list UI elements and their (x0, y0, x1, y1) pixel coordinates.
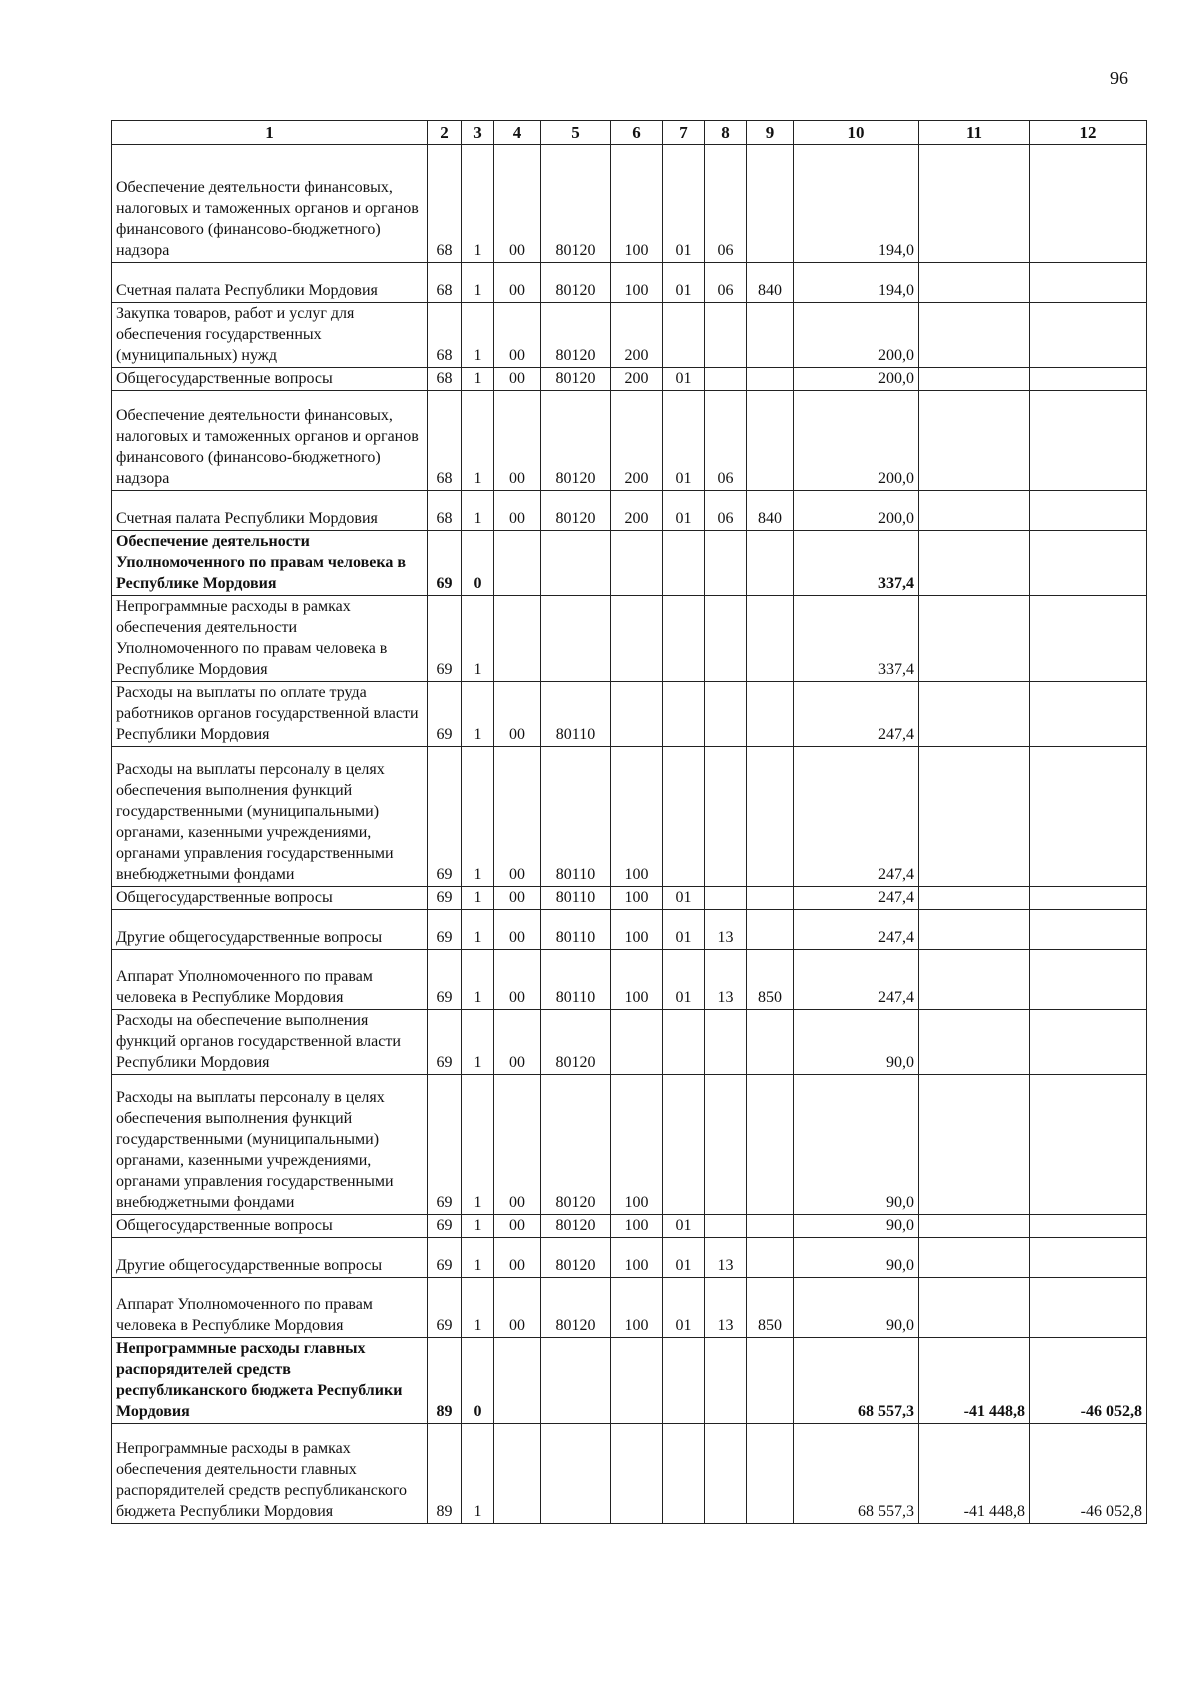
row-value-cell: 69 (428, 596, 462, 682)
row-value-cell: 06 (705, 391, 747, 491)
row-value-cell: 1 (462, 145, 494, 263)
row-value-cell: 1 (462, 368, 494, 391)
row-value-cell (663, 1010, 705, 1075)
row-value-cell: 1 (462, 1215, 494, 1238)
row-value-cell: -41 448,8 (919, 1424, 1030, 1524)
row-value-cell: 1 (462, 263, 494, 303)
row-value-cell: 840 (747, 263, 794, 303)
row-value-cell: 80120 (541, 263, 611, 303)
row-value-cell: 1 (462, 596, 494, 682)
table-row (112, 368, 1147, 391)
row-value-cell (663, 1075, 705, 1215)
row-value-cell (541, 596, 611, 682)
row-value-cell (747, 391, 794, 491)
row-value-cell: 200 (611, 391, 663, 491)
row-value-cell: 80110 (541, 682, 611, 747)
row-value-cell: 1 (462, 950, 494, 1010)
row-value-cell: 1 (462, 1010, 494, 1075)
row-name-cell: Другие общегосударственные вопросы (112, 910, 428, 950)
row-value-cell: 80120 (541, 1278, 611, 1338)
row-value-cell: 00 (494, 1075, 541, 1215)
row-value-cell: 01 (663, 1278, 705, 1338)
table-row (112, 1238, 1147, 1278)
row-value-cell: 80110 (541, 887, 611, 910)
row-value-cell (1030, 1010, 1147, 1075)
row-name-cell: Непрограммные расходы главных распорядителей средств республиканского бюджета Республики Мордовия (112, 1338, 428, 1424)
row-value-cell: 68 (428, 391, 462, 491)
budget-table (111, 120, 1147, 1524)
row-name-cell: Расходы на выплаты персоналу в целях обеспечения выполнения функций государственными (муниципальными) органами, казенными учреждениями, органами управления государственными внебюджетными фондами (112, 1075, 428, 1215)
row-value-cell: 06 (705, 491, 747, 531)
table-row (112, 1278, 1147, 1338)
column-header: 12 (1030, 121, 1147, 145)
row-value-cell (747, 747, 794, 887)
row-name-cell: Обеспечение деятельности финансовых, налоговых и таможенных органов и органов финансового (финансово-бюджетного) надзора (112, 391, 428, 491)
row-value-cell (705, 747, 747, 887)
row-value-cell (919, 1075, 1030, 1215)
row-value-cell: 1 (462, 747, 494, 887)
column-header: 9 (747, 121, 794, 145)
row-value-cell (747, 1338, 794, 1424)
row-value-cell (1030, 1238, 1147, 1278)
row-value-cell: 0 (462, 531, 494, 596)
column-header: 7 (663, 121, 705, 145)
table-row (112, 910, 1147, 950)
row-value-cell: 337,4 (794, 596, 919, 682)
row-value-cell: 850 (747, 950, 794, 1010)
row-value-cell: -41 448,8 (919, 1338, 1030, 1424)
row-value-cell (1030, 950, 1147, 1010)
row-value-cell: 68 (428, 491, 462, 531)
row-name-cell: Непрограммные расходы в рамках обеспечения деятельности главных распорядителей средств республиканского бюджета Республики Мордовия (112, 1424, 428, 1524)
row-value-cell (663, 531, 705, 596)
row-value-cell: 200,0 (794, 391, 919, 491)
row-name-cell: Общегосударственные вопросы (112, 1215, 428, 1238)
row-name-cell: Общегосударственные вопросы (112, 368, 428, 391)
row-value-cell: 69 (428, 747, 462, 887)
row-value-cell: 00 (494, 1010, 541, 1075)
row-value-cell: 90,0 (794, 1215, 919, 1238)
row-value-cell: 80120 (541, 1010, 611, 1075)
row-value-cell: 247,4 (794, 682, 919, 747)
table-row (112, 1215, 1147, 1238)
table-row (112, 145, 1147, 263)
row-value-cell (919, 263, 1030, 303)
row-value-cell: 1 (462, 491, 494, 531)
row-value-cell (705, 368, 747, 391)
row-value-cell: 00 (494, 263, 541, 303)
row-value-cell (705, 1215, 747, 1238)
row-value-cell: 247,4 (794, 950, 919, 1010)
row-value-cell (541, 531, 611, 596)
table-row (112, 491, 1147, 531)
row-value-cell (747, 1075, 794, 1215)
column-header: 5 (541, 121, 611, 145)
row-value-cell: 80110 (541, 747, 611, 887)
row-value-cell (919, 1238, 1030, 1278)
row-value-cell (494, 531, 541, 596)
row-value-cell: 80120 (541, 1215, 611, 1238)
row-value-cell: 840 (747, 491, 794, 531)
row-value-cell: 69 (428, 887, 462, 910)
row-value-cell (1030, 1075, 1147, 1215)
column-header: 10 (794, 121, 919, 145)
row-value-cell: 0 (462, 1338, 494, 1424)
table-row (112, 887, 1147, 910)
row-value-cell: 80120 (541, 303, 611, 368)
row-value-cell: 13 (705, 950, 747, 1010)
row-value-cell: 194,0 (794, 263, 919, 303)
row-value-cell: 00 (494, 1238, 541, 1278)
table-row (112, 391, 1147, 491)
row-value-cell: 1 (462, 391, 494, 491)
row-name-cell: Аппарат Уполномоченного по правам человека в Республике Мордовия (112, 950, 428, 1010)
row-value-cell: 200 (611, 368, 663, 391)
row-name-cell: Счетная палата Республики Мордовия (112, 491, 428, 531)
row-value-cell (1030, 682, 1147, 747)
row-value-cell (1030, 887, 1147, 910)
row-value-cell (747, 596, 794, 682)
row-value-cell: 100 (611, 145, 663, 263)
row-value-cell: 01 (663, 368, 705, 391)
column-header: 8 (705, 121, 747, 145)
row-value-cell (919, 145, 1030, 263)
row-value-cell (1030, 1278, 1147, 1338)
row-value-cell (747, 303, 794, 368)
row-value-cell (1030, 910, 1147, 950)
row-value-cell (919, 303, 1030, 368)
row-value-cell: 01 (663, 263, 705, 303)
table-row (112, 1075, 1147, 1215)
row-value-cell (705, 303, 747, 368)
row-value-cell: 68 (428, 303, 462, 368)
row-name-cell: Закупка товаров, работ и услуг для обеспечения государственных (муниципальных) нужд (112, 303, 428, 368)
row-value-cell: 00 (494, 145, 541, 263)
row-name-cell: Расходы на выплаты по оплате труда работников органов государственной власти Республики Мордовия (112, 682, 428, 747)
row-value-cell: 1 (462, 1424, 494, 1524)
table-row (112, 1338, 1147, 1424)
row-value-cell: 13 (705, 1278, 747, 1338)
row-value-cell (1030, 303, 1147, 368)
row-name-cell: Непрограммные расходы в рамках обеспечения деятельности Уполномоченного по правам человека в Республике Мордовия (112, 596, 428, 682)
row-value-cell (1030, 1215, 1147, 1238)
row-value-cell: 89 (428, 1424, 462, 1524)
row-value-cell: 100 (611, 887, 663, 910)
row-value-cell: 68 (428, 368, 462, 391)
row-value-cell (705, 1010, 747, 1075)
row-value-cell (747, 145, 794, 263)
table-row (112, 303, 1147, 368)
row-name-cell: Обеспечение деятельности финансовых, налоговых и таможенных органов и органов финансового (финансово-бюджетного) надзора (112, 145, 428, 263)
row-value-cell (919, 531, 1030, 596)
row-value-cell: 200 (611, 303, 663, 368)
row-value-cell: 200 (611, 491, 663, 531)
row-value-cell (663, 596, 705, 682)
row-value-cell: 200,0 (794, 491, 919, 531)
row-value-cell (705, 1424, 747, 1524)
row-value-cell: 90,0 (794, 1238, 919, 1278)
row-value-cell: 69 (428, 1075, 462, 1215)
row-value-cell: 850 (747, 1278, 794, 1338)
row-value-cell: 247,4 (794, 887, 919, 910)
row-value-cell: 01 (663, 491, 705, 531)
row-value-cell: 01 (663, 1215, 705, 1238)
row-value-cell: 00 (494, 1215, 541, 1238)
row-name-cell: Счетная палата Республики Мордовия (112, 263, 428, 303)
row-value-cell (1030, 368, 1147, 391)
row-value-cell (494, 1424, 541, 1524)
table-row (112, 1424, 1147, 1524)
row-value-cell: 1 (462, 682, 494, 747)
row-value-cell: 80120 (541, 491, 611, 531)
column-header: 4 (494, 121, 541, 145)
page-number: 96 (1110, 68, 1128, 88)
row-value-cell: 01 (663, 145, 705, 263)
row-value-cell (747, 1215, 794, 1238)
row-value-cell: 69 (428, 531, 462, 596)
table-header-row (112, 121, 1147, 145)
row-value-cell (919, 391, 1030, 491)
row-value-cell (919, 747, 1030, 887)
row-value-cell: 1 (462, 910, 494, 950)
row-value-cell: 68 (428, 263, 462, 303)
row-value-cell (1030, 531, 1147, 596)
row-value-cell (919, 887, 1030, 910)
row-value-cell: 00 (494, 950, 541, 1010)
row-value-cell (1030, 491, 1147, 531)
row-value-cell: -46 052,8 (1030, 1424, 1147, 1524)
table-row (112, 950, 1147, 1010)
row-value-cell: 13 (705, 910, 747, 950)
row-value-cell (919, 596, 1030, 682)
row-value-cell: 89 (428, 1338, 462, 1424)
row-value-cell: 90,0 (794, 1010, 919, 1075)
row-name-cell: Общегосударственные вопросы (112, 887, 428, 910)
row-value-cell (611, 1338, 663, 1424)
row-value-cell: 80120 (541, 1075, 611, 1215)
row-value-cell: 06 (705, 263, 747, 303)
row-value-cell (747, 1424, 794, 1524)
row-value-cell (747, 1010, 794, 1075)
row-value-cell: 68 557,3 (794, 1424, 919, 1524)
row-value-cell (663, 682, 705, 747)
row-value-cell (1030, 596, 1147, 682)
row-value-cell (611, 682, 663, 747)
row-value-cell (705, 1338, 747, 1424)
table-row (112, 747, 1147, 887)
row-value-cell (705, 596, 747, 682)
row-name-cell: Расходы на обеспечение выполнения функций органов государственной власти Республики Мордовия (112, 1010, 428, 1075)
row-value-cell (747, 1238, 794, 1278)
row-value-cell (663, 1424, 705, 1524)
row-value-cell (541, 1424, 611, 1524)
row-name-cell: Другие общегосударственные вопросы (112, 1238, 428, 1278)
row-value-cell: 80110 (541, 910, 611, 950)
row-value-cell: 00 (494, 910, 541, 950)
column-header: 11 (919, 121, 1030, 145)
row-value-cell (705, 682, 747, 747)
row-value-cell (611, 1424, 663, 1524)
row-value-cell: 247,4 (794, 747, 919, 887)
row-value-cell: 1 (462, 887, 494, 910)
row-value-cell (1030, 391, 1147, 491)
row-value-cell (919, 682, 1030, 747)
row-value-cell: 80120 (541, 391, 611, 491)
row-value-cell (611, 1010, 663, 1075)
row-value-cell: 01 (663, 910, 705, 950)
row-value-cell: 13 (705, 1238, 747, 1278)
row-value-cell: 1 (462, 1238, 494, 1278)
row-value-cell (747, 531, 794, 596)
row-value-cell: 69 (428, 1010, 462, 1075)
row-value-cell: 68 (428, 145, 462, 263)
row-value-cell (663, 303, 705, 368)
row-value-cell: 100 (611, 747, 663, 887)
row-value-cell (919, 950, 1030, 1010)
table-row (112, 263, 1147, 303)
row-value-cell: 00 (494, 887, 541, 910)
row-value-cell: 247,4 (794, 910, 919, 950)
row-value-cell: 00 (494, 747, 541, 887)
row-value-cell: 80120 (541, 1238, 611, 1278)
row-value-cell: 68 557,3 (794, 1338, 919, 1424)
row-value-cell: 06 (705, 145, 747, 263)
row-value-cell: 1 (462, 303, 494, 368)
row-value-cell: 00 (494, 303, 541, 368)
row-value-cell (747, 887, 794, 910)
row-value-cell: 337,4 (794, 531, 919, 596)
row-value-cell: 1 (462, 1278, 494, 1338)
row-value-cell (1030, 747, 1147, 887)
row-name-cell: Обеспечение деятельности Уполномоченного по правам человека в Республике Мордовия (112, 531, 428, 596)
row-value-cell: 80120 (541, 368, 611, 391)
row-value-cell (1030, 145, 1147, 263)
row-value-cell: -46 052,8 (1030, 1338, 1147, 1424)
row-value-cell: 100 (611, 1278, 663, 1338)
row-value-cell (541, 1338, 611, 1424)
row-value-cell: 00 (494, 368, 541, 391)
row-value-cell: 100 (611, 910, 663, 950)
table-row (112, 682, 1147, 747)
row-value-cell: 100 (611, 1215, 663, 1238)
row-name-cell: Аппарат Уполномоченного по правам человека в Республике Мордовия (112, 1278, 428, 1338)
row-value-cell (747, 910, 794, 950)
row-value-cell: 69 (428, 1238, 462, 1278)
table-row (112, 596, 1147, 682)
row-value-cell: 100 (611, 263, 663, 303)
row-value-cell (919, 491, 1030, 531)
row-value-cell: 100 (611, 1238, 663, 1278)
row-value-cell (663, 1338, 705, 1424)
row-value-cell (919, 368, 1030, 391)
row-value-cell: 1 (462, 1075, 494, 1215)
column-header: 1 (112, 121, 428, 145)
row-value-cell (705, 531, 747, 596)
row-value-cell: 01 (663, 1238, 705, 1278)
row-value-cell: 00 (494, 491, 541, 531)
row-value-cell (1030, 263, 1147, 303)
row-value-cell: 01 (663, 887, 705, 910)
row-value-cell: 69 (428, 910, 462, 950)
column-header: 3 (462, 121, 494, 145)
row-value-cell: 69 (428, 1278, 462, 1338)
row-name-cell: Расходы на выплаты персоналу в целях обеспечения выполнения функций государственными (муниципальными) органами, казенными учреждениями, органами управления государственными внебюджетными фондами (112, 747, 428, 887)
row-value-cell (919, 1010, 1030, 1075)
row-value-cell (611, 596, 663, 682)
row-value-cell: 69 (428, 1215, 462, 1238)
row-value-cell (663, 747, 705, 887)
row-value-cell: 69 (428, 950, 462, 1010)
row-value-cell: 100 (611, 950, 663, 1010)
row-value-cell (919, 1215, 1030, 1238)
row-value-cell: 90,0 (794, 1278, 919, 1338)
row-value-cell: 00 (494, 1278, 541, 1338)
table-row (112, 531, 1147, 596)
row-value-cell (747, 682, 794, 747)
row-value-cell (494, 596, 541, 682)
row-value-cell: 200,0 (794, 303, 919, 368)
row-value-cell: 200,0 (794, 368, 919, 391)
row-value-cell: 90,0 (794, 1075, 919, 1215)
row-value-cell: 00 (494, 682, 541, 747)
table-row (112, 1010, 1147, 1075)
row-value-cell: 69 (428, 682, 462, 747)
row-value-cell (705, 887, 747, 910)
row-value-cell: 00 (494, 391, 541, 491)
row-value-cell (919, 910, 1030, 950)
row-value-cell (747, 368, 794, 391)
row-value-cell: 01 (663, 950, 705, 1010)
row-value-cell: 80110 (541, 950, 611, 1010)
row-value-cell (494, 1338, 541, 1424)
row-value-cell (919, 1278, 1030, 1338)
column-header: 6 (611, 121, 663, 145)
row-value-cell (705, 1075, 747, 1215)
row-value-cell: 01 (663, 391, 705, 491)
row-value-cell: 194,0 (794, 145, 919, 263)
column-header: 2 (428, 121, 462, 145)
row-value-cell: 80120 (541, 145, 611, 263)
row-value-cell: 100 (611, 1075, 663, 1215)
row-value-cell (611, 531, 663, 596)
